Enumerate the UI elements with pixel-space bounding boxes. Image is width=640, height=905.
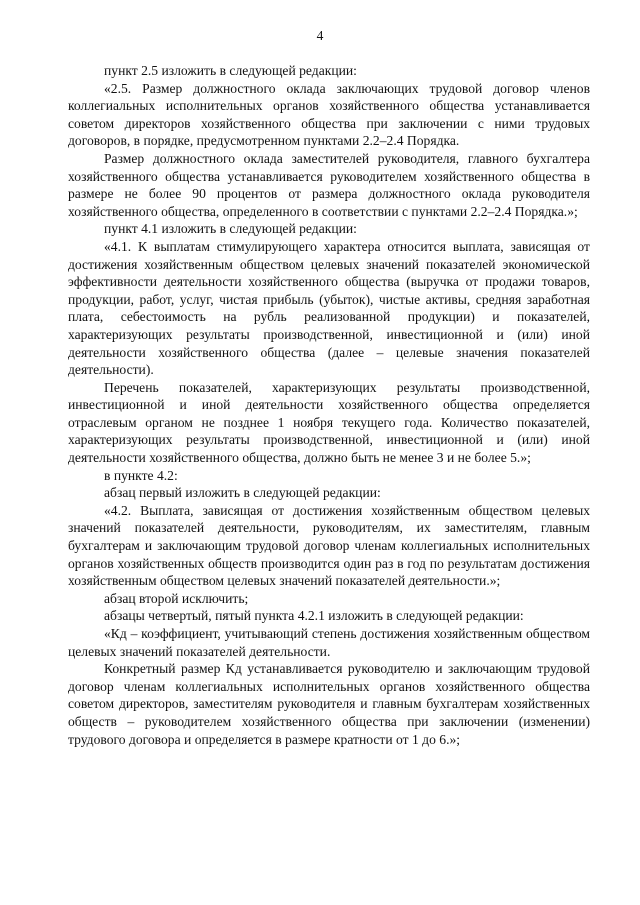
paragraph: Конкретный размер Кд устанавливается руководителю и заключающим трудовой договор членам коллегиальных исполнительных органов хозяйственного общества советом директоров, заместителям руководителя и главным бухгалтерам хозяйственных обществ – руководителем хозяйственного общества при заключении (изменении) трудового договора и определяется в размере кратности от 1 до 6.»; bbox=[68, 661, 590, 747]
paragraph: «2.5. Размер должностного оклада заключающих трудовой договор членов коллегиальных исполнительных органов хозяйственного общества устанавливается советом директоров хозяйственного общества при заключении с ними трудовых договоров, в порядке, предусмотренном пунктами 2.2–2.4 Порядка. bbox=[68, 80, 590, 149]
paragraph: пункт 2.5 изложить в следующей редакции: bbox=[104, 63, 357, 78]
paragraph: Перечень показателей, характеризующих результаты производственной, инвестиционной и иной деятельности хозяйственного общества определяется отраслевым органом не позднее 1 ноября текущего года. Количество показателей, характеризующих результаты производственной, инвестиционной и (или) иной деятельности хозяйственного общества, должно быть не менее 3 и не более 5.»; bbox=[68, 379, 590, 466]
paragraph: абзацы четвертый, пятый пункта 4.2.1 изложить в следующей редакции: bbox=[104, 608, 524, 624]
paragraph: «4.1. К выплатам стимулирующего характера относится выплата, зависящая от достижения хозяйственным обществом целевых значений показателей экономической эффективности деятельности хозяйственного общества (выручка от продажи товаров, продукции, работ, услуг, чистая прибыль (убыток), чистые активы, средняя заработная плата, себестоимость на рубль реализованной продукции) и показателей, характеризующих результаты производственной, инвестиционной и (или) иной деятельности хозяйственного общества (далее – целевые значения показателей деятельности). bbox=[68, 238, 590, 378]
paragraph: абзац первый изложить в следующей редакции: bbox=[104, 485, 381, 501]
paragraph: в пункте 4.2: bbox=[104, 467, 178, 483]
page-number: 4 bbox=[316, 28, 324, 43]
paragraph: «Кд – коэффициент, учитывающий степень достижения хозяйственным обществом целевых значений показателей деятельности. bbox=[68, 626, 590, 659]
paragraph: Размер должностного оклада заместителей руководителя, главного бухгалтера хозяйственного общества устанавливается руководителем хозяйственного общества в размере не более 90 процентов от размера должностного оклада руководителя хозяйственного общества, определенного в соответствии с пунктами 2.2–2.4 Порядка.»; bbox=[68, 150, 590, 219]
paragraph: пункт 4.1 изложить в следующей редакции: bbox=[104, 221, 357, 237]
paragraph: «4.2. Выплата, зависящая от достижения хозяйственным обществом целевых значений показателей деятельности, руководителям, их заместителям, главным бухгалтерам и заключающим трудовой договор членам коллегиальных исполнительных органов хозяйственных обществ производится один раз в год по результатам достижения хозяйственным обществом целевых значений показателей деятельности.»; bbox=[68, 502, 590, 589]
document-body bbox=[68, 62, 590, 748]
paragraph: абзац второй исключить; bbox=[104, 590, 249, 606]
